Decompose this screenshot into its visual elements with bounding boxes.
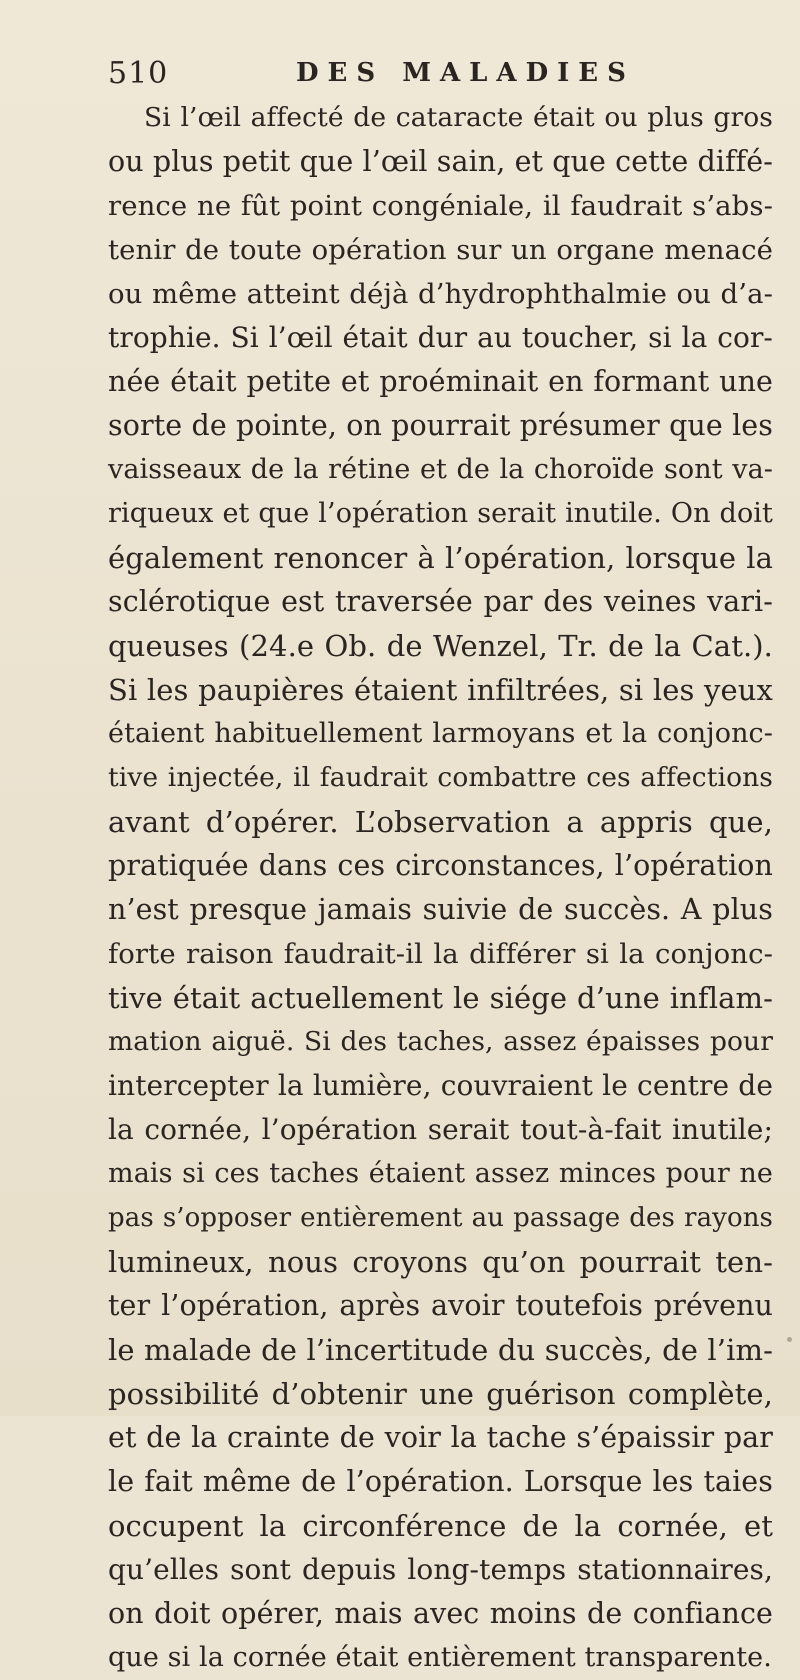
- text-line: tive était actuellement le siége d’une inflam-: [108, 981, 773, 1015]
- text-line: queuses (24.e Ob. de Wenzel, Tr. de la Cat.).: [108, 629, 773, 663]
- text-line: occupent la circonférence de la cornée, et: [108, 1509, 773, 1543]
- text-line: on doit opérer, mais avec moins de confiance: [108, 1597, 773, 1630]
- text-line: la cornée, l’opération serait tout-à-fait inutile;: [108, 1113, 773, 1146]
- text-line: Si l’œil affecté de cataracte était ou plus gros: [144, 102, 773, 133]
- page-number: 510: [108, 56, 169, 91]
- text-line: tive injectée, il faudrait combattre ces affections: [108, 762, 773, 793]
- text-line: le malade de l’incertitude du succès, de l’im-: [108, 1333, 773, 1367]
- text-line: possibilité d’obtenir une guérison complète,: [108, 1377, 773, 1411]
- text-line: née était petite et proéminait en formant une: [108, 365, 773, 398]
- text-line: intercepter la lumière, couvraient le centre de: [108, 1069, 773, 1102]
- text-line: tenir de toute opération sur un organe menacé: [108, 234, 773, 266]
- text-line: mais si ces taches étaient assez minces pour ne: [108, 1158, 773, 1189]
- text-line: ou même atteint déjà d’hydrophthalmie ou d’a-: [108, 278, 773, 310]
- text-line: que si la cornée était entièrement transparente.: [108, 1642, 772, 1673]
- text-line: ou plus petit que l’œil sain, et que cette diffé-: [108, 145, 773, 178]
- text-line: n’est presque jamais suivie de succès. A plus: [108, 893, 773, 926]
- text-line: Si les paupières étaient infiltrées, si les yeux: [108, 673, 773, 707]
- text-line: sorte de pointe, on pourrait présumer que les: [108, 409, 773, 442]
- ink-smudge: [787, 1337, 792, 1342]
- text-line: pratiquée dans ces circonstances, l’opération: [108, 849, 773, 882]
- text-line: également renoncer à l’opération, lorsque la: [108, 541, 773, 575]
- text-line: rence ne fût point congéniale, il faudrait s’abs-: [108, 190, 773, 222]
- text-line: lumineux, nous croyons qu’on pourrait ten-: [108, 1245, 773, 1279]
- text-line: le fait même de l’opération. Lorsque les taies: [108, 1465, 773, 1498]
- text-line: forte raison faudrait-il la différer si la conjonc-: [108, 938, 773, 970]
- text-line: qu’elles sont depuis long-temps stationnaires,: [108, 1553, 773, 1586]
- text-line: et de la crainte de voir la tache s’épaissir par: [108, 1421, 773, 1454]
- running-head: DES MALADIES: [296, 58, 635, 88]
- text-line: vaisseaux de la rétine et de la choroïde sont va-: [108, 454, 773, 485]
- text-line: avant d’opérer. L’observation a appris que,: [108, 805, 773, 839]
- text-line: ter l’opération, après avoir toutefois prévenu: [108, 1289, 773, 1322]
- page-header: [108, 52, 768, 102]
- text-line: sclérotique est traversée par des veines vari-: [108, 585, 773, 618]
- text-line: pas s’opposer entièrement au passage des rayons: [108, 1203, 773, 1233]
- text-line: mation aiguë. Si des taches, assez épaisses pour: [108, 1026, 773, 1057]
- text-line: riqueux et que l’opération serait inutile. On doit: [108, 498, 773, 529]
- text-line: trophie. Si l’œil était dur au toucher, si la cor-: [108, 321, 773, 354]
- text-line: étaient habituellement larmoyans et la conjonc-: [108, 718, 773, 749]
- body-text: [108, 96, 773, 1680]
